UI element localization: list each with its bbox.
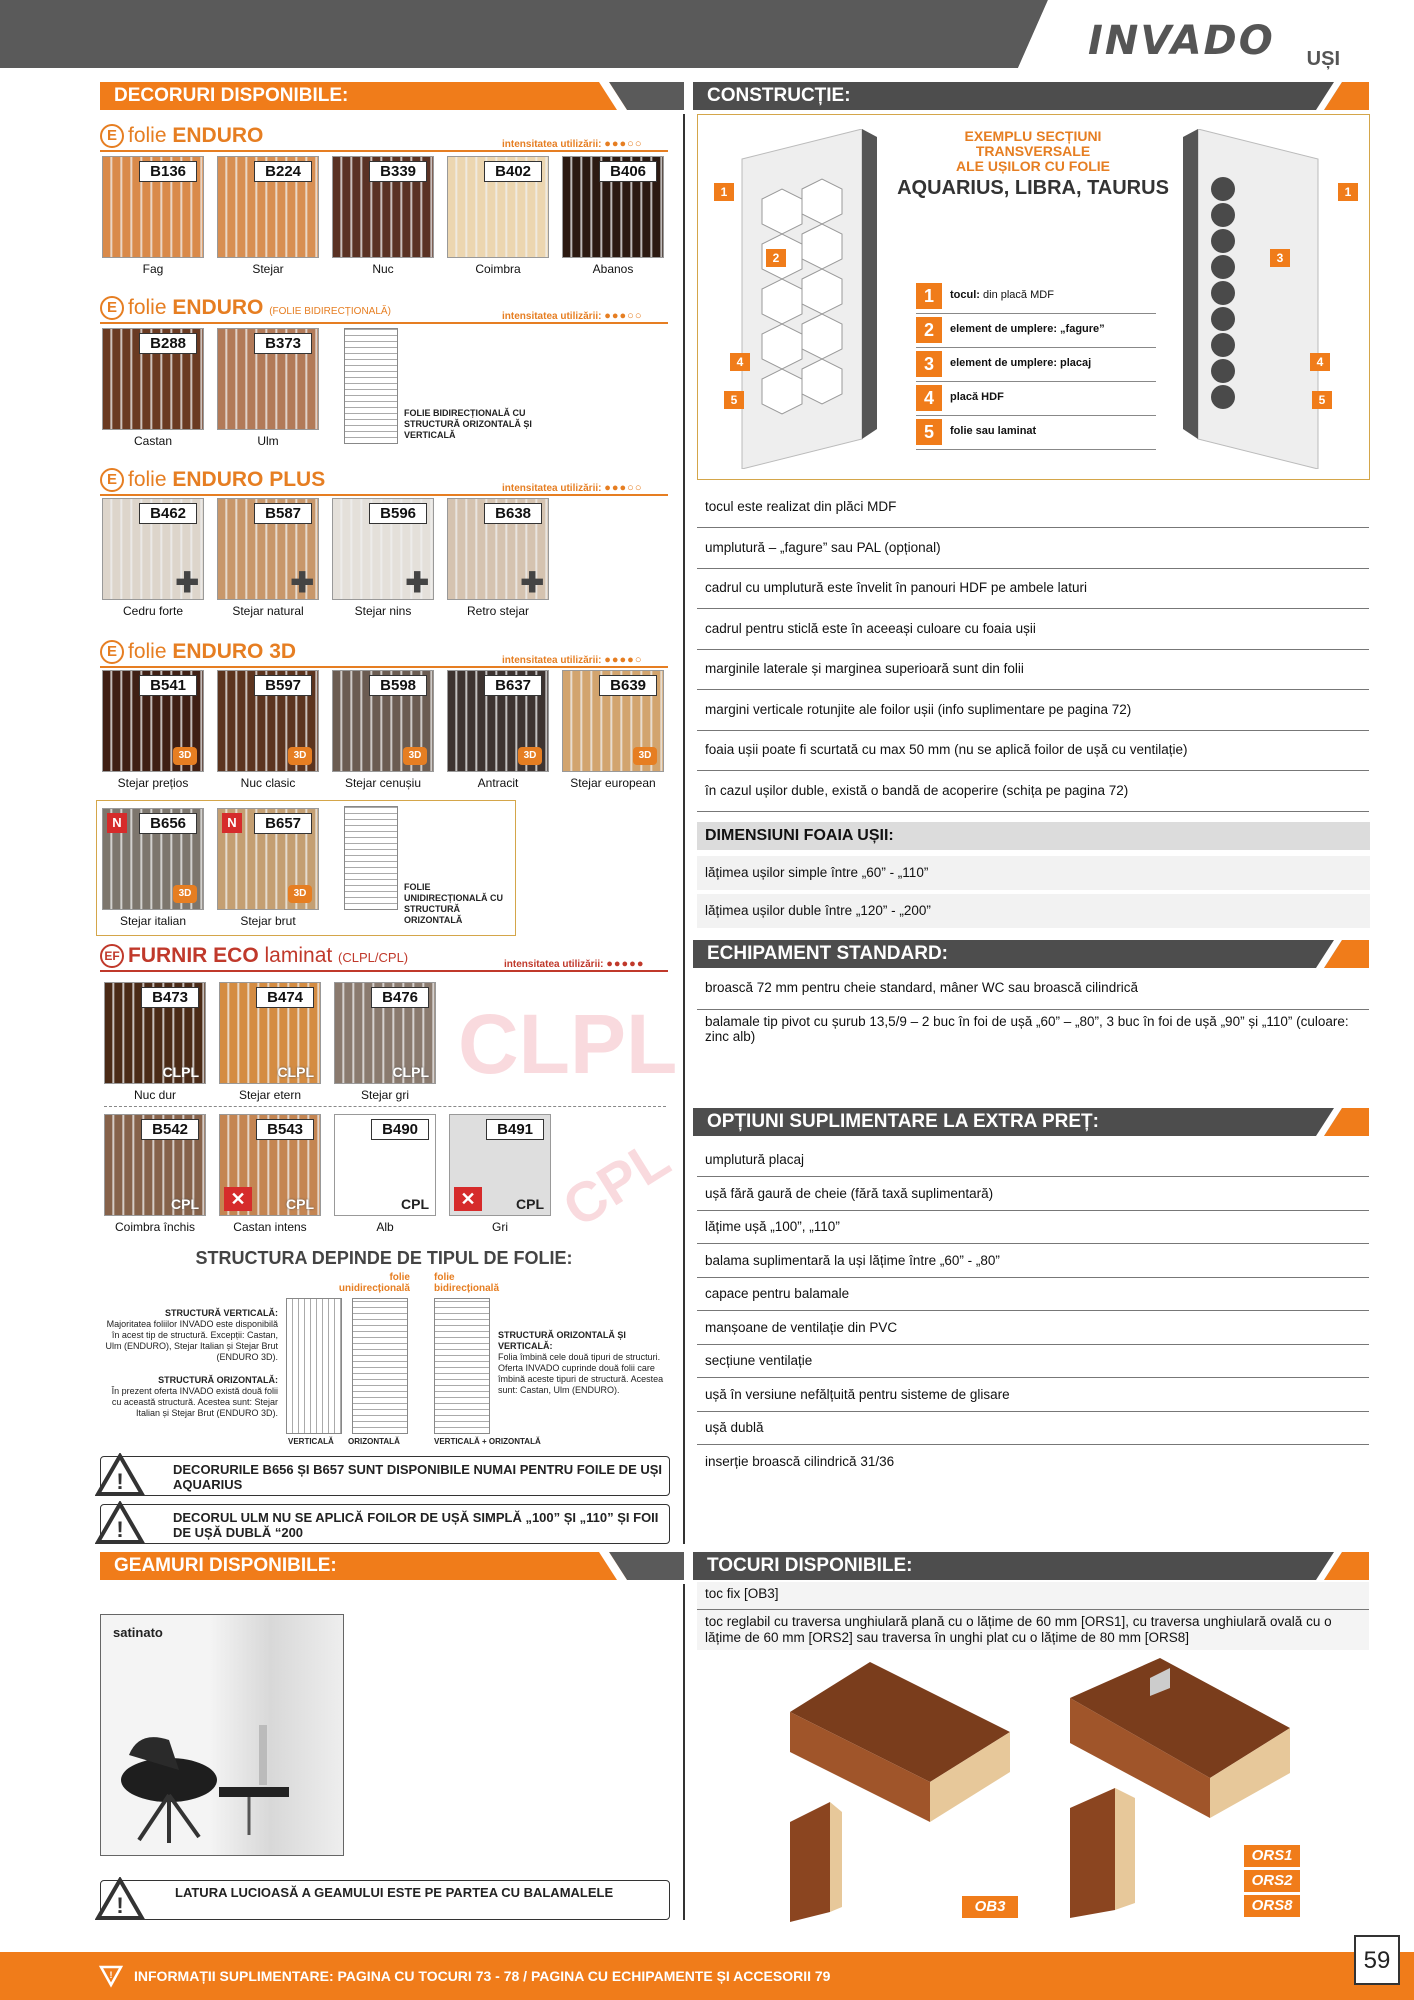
decor-swatch[interactable]	[104, 982, 206, 1084]
decor-swatch[interactable]	[102, 328, 204, 430]
decor-swatch[interactable]	[102, 156, 204, 258]
decor-swatch[interactable]	[562, 156, 664, 258]
warning-ulm: ! DECORUL ULM NU SE APLICĂ FOILOR DE UȘĂ SIMPLĂ „100” ȘI „110” ȘI FOII DE UȘĂ DUBLĂ “200	[100, 1504, 670, 1544]
marker-2: 2	[766, 249, 786, 267]
3d-icon: 3D	[288, 747, 312, 765]
legend-text	[950, 391, 1004, 403]
section-optiuni: OPȚIUNI SUPLIMENTARE LA EXTRA PREȚ:	[693, 1108, 1369, 1136]
optiune-row: manșoane de ventilație din PVC	[697, 1312, 1369, 1345]
legend-text	[950, 425, 1036, 437]
3d-icon: 3D	[518, 747, 542, 765]
decor-swatch[interactable]	[447, 156, 549, 258]
legend-underline	[916, 415, 1156, 416]
foil-enduro-plus-title: E folie ENDURO PLUS	[100, 468, 325, 492]
decor-label: Castan intens	[233, 1220, 307, 1234]
legend-number: 3	[916, 351, 942, 377]
optiune-row: ușă în versiune nefălțuită pentru sisteme de glisare	[697, 1379, 1369, 1412]
legend-number: 4	[916, 385, 942, 411]
decor-swatch[interactable]	[447, 670, 549, 772]
decor-label: Stejar cenușiu	[344, 776, 422, 790]
laminate-tag: CLPL	[277, 1064, 314, 1080]
decor-label: Nuc	[372, 262, 394, 276]
section-constructie: CONSTRUCȚIE:	[693, 82, 1369, 110]
decor-code: B476	[371, 987, 429, 1008]
decor-code: B637	[484, 675, 542, 696]
decor-swatch[interactable]	[562, 670, 664, 772]
foil-enduro-bi-title: E folie ENDURO (FOLIE BIDIRECȚIONALĂ)	[100, 296, 391, 320]
construction-row: marginile laterale și marginea superioară sunt din folii	[697, 650, 1369, 690]
col-bidirectional: folie bidirecțională	[434, 1272, 500, 1294]
footer-bar	[0, 1952, 1414, 2000]
optiune-row: ușă dublă	[697, 1412, 1369, 1445]
dimensiuni-row: lățimea ușilor simple între „60” - „110”	[697, 856, 1370, 890]
decor-label: Stejar etern	[238, 1088, 302, 1102]
plus-icon: ✚	[405, 567, 429, 598]
cross-icon: ✕	[454, 1187, 482, 1211]
svg-text:!: !	[109, 1970, 113, 1980]
laminate-tag: CLPL	[162, 1064, 199, 1080]
decor-label: Stejar nins	[354, 604, 412, 618]
laminate-tag: CPL	[516, 1196, 544, 1212]
decor-code: B596	[369, 503, 427, 524]
decor-swatch[interactable]	[102, 670, 204, 772]
decor-label: Stejar	[252, 262, 284, 276]
decor-swatch[interactable]	[332, 156, 434, 258]
decor-swatch[interactable]	[217, 670, 319, 772]
decor-code: B224	[254, 161, 312, 182]
3d-icon: 3D	[403, 747, 427, 765]
decor-code: B541	[139, 675, 197, 696]
label-ors8: ORS8	[1244, 1895, 1300, 1917]
decor-code: B373	[254, 333, 312, 354]
label-horizontal: ORIZONTALĂ	[348, 1437, 400, 1446]
decor-code: B543	[256, 1119, 314, 1140]
decor-swatch[interactable]	[102, 808, 204, 910]
legend-underline	[916, 313, 1156, 314]
legend-underline	[916, 347, 1156, 348]
svg-text:!: !	[116, 1893, 124, 1918]
label-ob3: OB3	[962, 1896, 1018, 1918]
construction-row: tocul este realizat din plăci MDF	[697, 488, 1369, 528]
decor-label: Stejar prețios	[117, 776, 189, 790]
laminate-tag: CPL	[286, 1196, 314, 1212]
decor-code: B288	[139, 333, 197, 354]
new-badge: N	[222, 813, 242, 833]
decor-swatch[interactable]	[334, 1114, 436, 1216]
foil-underline	[100, 970, 668, 972]
lounge-chair-illustration	[109, 1725, 329, 1845]
decor-swatch[interactable]	[217, 808, 319, 910]
bidirectional-structure-sample	[344, 328, 398, 444]
decor-swatch[interactable]	[219, 982, 321, 1084]
decor-swatch[interactable]	[332, 498, 434, 600]
decor-swatch[interactable]	[102, 498, 204, 600]
decor-swatch[interactable]	[219, 1114, 321, 1216]
decor-swatch[interactable]	[217, 328, 319, 430]
foil-furnir-title: EF FURNIR ECO laminat (CLPL/CPL)	[100, 944, 408, 968]
decor-label: Stejar european	[570, 776, 656, 790]
tubular-section-illustration	[1178, 129, 1358, 469]
legend-rest: din placă MDF	[979, 289, 1054, 301]
plus-icon: ✚	[520, 567, 544, 598]
decor-code: B597	[254, 675, 312, 696]
dashed-divider	[104, 1106, 666, 1107]
construction-row: în cazul ușilor duble, există o bandă de acoperire (schița pe pagina 72)	[697, 772, 1369, 812]
intensity-furnir: intensitatea utilizării: ●●●●●	[504, 958, 645, 970]
legend-underline	[916, 449, 1156, 450]
legend-number: 5	[916, 419, 942, 445]
decor-label: Stejar natural	[232, 604, 304, 618]
decor-swatch[interactable]	[449, 1114, 551, 1216]
decor-code: B542	[141, 1119, 199, 1140]
warning-glass: ! LATURA LUCIOASĂ A GEAMULUI ESTE PE PARTEA CU BALAMALELE	[100, 1880, 670, 1920]
construction-diagram	[697, 114, 1370, 480]
label-vertical-horizontal: VERTICALĂ + ORIZONTALĂ	[434, 1437, 541, 1446]
warning-aquarius: ! DECORURILE B656 ȘI B657 SUNT DISPONIBILE NUMAI PENTRU FOILE DE UȘI AQUARIUS	[100, 1456, 670, 1496]
column-divider	[683, 1584, 685, 1920]
decor-label: Castan	[133, 434, 173, 448]
unidirectional-structure-sample	[344, 806, 398, 910]
legend-text	[950, 357, 1091, 369]
echipament-row: balamale tip pivot cu șurub 13,5/9 – 2 buc în foi de ușă „60” – „80”, 3 buc în foi de ușă „90” și „110” (culoare: zinc alb)	[705, 1014, 1349, 1044]
decor-code: B656	[139, 813, 197, 834]
legend-bold: placă HDF	[950, 391, 1004, 403]
marker-3: 3	[1270, 249, 1290, 267]
legend-underline	[916, 381, 1156, 382]
3d-icon: 3D	[173, 885, 197, 903]
satinato-label: satinato	[113, 1625, 163, 1640]
tocuri-row-fix: toc fix [OB3]	[697, 1582, 1369, 1610]
legend-bold: folie sau laminat	[950, 425, 1037, 437]
intensity-enduro-plus: intensitatea utilizării: ●●●○○	[502, 482, 643, 494]
label-ors1: ORS1	[1244, 1845, 1300, 1867]
decor-code: B402	[484, 161, 542, 182]
intensity-enduro-3d: intensitatea utilizării: ●●●●○	[502, 654, 643, 666]
decor-label: Coimbra închis	[114, 1220, 196, 1234]
warning-icon	[95, 1501, 145, 1545]
plus-icon: ✚	[290, 567, 314, 598]
decor-label: Nuc dur	[133, 1088, 177, 1102]
foil-underline	[100, 322, 668, 324]
decor-swatch[interactable]	[447, 498, 549, 600]
clpl-watermark: CLPL	[458, 997, 678, 1091]
marker-4-left: 4	[730, 353, 750, 371]
optiune-row: lățime ușă „100”, „110”	[697, 1211, 1369, 1244]
construction-row: foaia ușii poate fi scurtată cu max 50 mm (nu se aplică foilor de ușă cu ventilație)	[697, 731, 1369, 771]
decor-swatch[interactable]	[217, 498, 319, 600]
decor-code: B657	[254, 813, 312, 834]
decor-label: Alb	[376, 1220, 394, 1234]
marker-5-right: 5	[1312, 391, 1332, 409]
laminate-tag: CPL	[401, 1196, 429, 1212]
marker-4-right: 4	[1310, 353, 1330, 371]
decor-swatch[interactable]	[217, 156, 319, 258]
decor-swatch[interactable]	[104, 1114, 206, 1216]
invado-logo: INVADO UȘI	[1088, 18, 1340, 70]
decor-code: B136	[139, 161, 197, 182]
intensity-enduro-bi: intensitatea utilizării: ●●●○○	[502, 310, 643, 322]
3d-icon: 3D	[288, 885, 312, 903]
echipament-row: broască 72 mm pentru cheie standard, mâner WC sau broască cilindrică	[697, 976, 1369, 1010]
marker-5-left: 5	[724, 391, 744, 409]
decor-label: Stejar gri	[360, 1088, 410, 1102]
decor-code: B474	[256, 987, 314, 1008]
optiune-row: capace pentru balamale	[697, 1278, 1369, 1311]
decor-label: Cedru forte	[122, 604, 184, 618]
marker-1-left: 1	[714, 183, 734, 201]
decor-label: Nuc clasic	[240, 776, 296, 790]
decor-label: Stejar brut	[240, 914, 296, 928]
warning-icon	[95, 1877, 145, 1921]
structura-right-text: STRUCTURĂ ORIZONTALĂ ȘI VERTICALĂ: Folia îmbină cele două tipuri de structuri. Oferta INVADO cuprinde două folii care îmbină aceste tipuri de structură. Acestea sunt: Castan, Ulm (ENDURO).	[498, 1330, 664, 1395]
legend-number: 1	[916, 283, 942, 309]
decor-label: Abanos	[592, 262, 634, 276]
section-decoruri: DECORURI DISPONIBILE:	[100, 82, 684, 110]
col-unidirectional: folie unidirecțională	[338, 1272, 410, 1294]
foil-underline	[100, 666, 668, 668]
decor-code: B598	[369, 675, 427, 696]
dimensiuni-heading: DIMENSIUNI FOAIA UȘII:	[697, 822, 1370, 850]
3d-icon: 3D	[633, 747, 657, 765]
decor-label: Gri	[492, 1220, 508, 1234]
warning-icon	[95, 1453, 145, 1497]
combined-structure-sample	[434, 1298, 490, 1434]
legend-text	[950, 289, 1054, 301]
decor-label: Coimbra	[475, 262, 521, 276]
construction-row: cadrul pentru sticlă este în aceeași culoare cu foaia ușii	[697, 610, 1369, 650]
optiune-row: balama suplimentară la uși lățime între „60” - „80”	[697, 1245, 1369, 1278]
info-icon	[98, 1964, 124, 1988]
label-vertical: VERTICALĂ	[288, 1437, 334, 1446]
legend-bold: element de umplere: placaj	[950, 357, 1092, 369]
construction-row: margini verticale rotunjite ale foilor ușii (info suplimentare pe pagina 72)	[697, 691, 1369, 731]
unidirectional-note: FOLIE UNIDIRECȚIONALĂ CU STRUCTURĂ ORIZONTALĂ	[404, 882, 503, 925]
decor-label: Fag	[142, 262, 164, 276]
intensity-enduro: intensitatea utilizării: ●●●○○	[502, 138, 643, 150]
decor-code: B491	[486, 1119, 544, 1140]
horizontal-structure-sample	[352, 1298, 408, 1434]
decor-code: B339	[369, 161, 427, 182]
decor-code: B473	[141, 987, 199, 1008]
decor-label: Antracit	[477, 776, 519, 790]
decor-code: B639	[599, 675, 657, 696]
construction-row: cadrul cu umplutură este învelit în panouri HDF pe ambele laturi	[697, 569, 1369, 609]
dimensiuni-row: lățimea ușilor duble între „120” - „200”	[697, 894, 1370, 928]
svg-text:!: !	[116, 1469, 124, 1494]
section-tocuri: TOCURI DISPONIBILE:	[693, 1552, 1369, 1580]
optiune-row: umplutură placaj	[697, 1144, 1369, 1177]
decor-label: Stejar italian	[119, 914, 187, 928]
decor-label: Ulm	[257, 434, 279, 448]
foil-underline	[100, 150, 668, 152]
cross-icon: ✕	[224, 1187, 252, 1211]
foil-enduro-title: E folie ENDURO	[100, 124, 263, 148]
laminate-tag: CLPL	[392, 1064, 429, 1080]
decor-swatch[interactable]	[334, 982, 436, 1084]
marker-1-right: 1	[1338, 183, 1358, 201]
frame-ob3-illustration	[780, 1652, 1020, 1922]
laminate-tag: CPL	[171, 1196, 199, 1212]
section-geamuri: GEAMURI DISPONIBILE:	[100, 1552, 684, 1580]
decor-label: Retro stejar	[466, 604, 530, 618]
decor-code: B638	[484, 503, 542, 524]
footer-text: INFORMAȚII SUPLIMENTARE: PAGINA CU TOCURI 73 - 78 / PAGINA CU ECHIPAMENTE ȘI ACCESORII 79	[134, 1968, 831, 1984]
decor-code: B406	[599, 161, 657, 182]
svg-text:!: !	[116, 1517, 124, 1542]
optiune-row: inserție broască cilindrică 31/36	[705, 1453, 895, 1469]
foil-underline	[100, 494, 668, 496]
legend-bold: element de umplere: „fagure”	[950, 323, 1105, 335]
foil-enduro-3d-title: E folie ENDURO 3D	[100, 640, 296, 664]
section-echipament: ECHIPAMENT STANDARD:	[693, 940, 1369, 968]
tocuri-row-reglabil: toc reglabil cu traversa unghiulară plană cu o lățime de 60 mm [ORS1], cu traversa unghiulară ovală cu o lățime de 60 mm [ORS2] sau traversa în unghi plat cu o lățime de 80 mm [ORS8]	[697, 1610, 1369, 1650]
satinato-glass-sample	[100, 1614, 344, 1856]
new-badge: N	[107, 813, 127, 833]
decor-code: B462	[139, 503, 197, 524]
decor-code: B490	[371, 1119, 429, 1140]
decor-swatch[interactable]	[332, 670, 434, 772]
honeycomb-section-illustration	[712, 129, 882, 469]
plus-icon: ✚	[175, 567, 199, 598]
legend-number: 2	[916, 317, 942, 343]
construction-heading: EXEMPLU SECȚIUNI TRANSVERSALE ALE UȘILOR CU FOLIE	[956, 128, 1110, 174]
bidirectional-note: FOLIE BIDIRECȚIONALĂ CU STRUCTURĂ ORIZONTALĂ ȘI VERTICALĂ	[404, 408, 532, 440]
label-ors2: ORS2	[1244, 1870, 1300, 1892]
construction-row: umplutură – „fagure” sau PAL (opțional)	[697, 529, 1369, 569]
cpl-watermark: CPL	[551, 1126, 681, 1239]
vertical-structure-sample	[286, 1298, 342, 1434]
optiune-row: secțiune ventilație	[697, 1345, 1369, 1378]
column-divider	[683, 114, 685, 1544]
3d-icon: 3D	[173, 747, 197, 765]
legend-text	[950, 323, 1105, 335]
legend-bold: tocul:	[950, 289, 980, 301]
decor-code: B587	[254, 503, 312, 524]
page-number: 59	[1354, 1935, 1400, 1985]
construction-models: AQUARIUS, LIBRA, TAURUS	[897, 177, 1169, 199]
optiune-row: ușă fără gaură de cheie (fără taxă suplimentară)	[697, 1178, 1369, 1211]
structura-title: STRUCTURA DEPINDE DE TIPUL DE FOLIE:	[195, 1248, 573, 1268]
structura-left-text: STRUCTURĂ VERTICALĂ: Majoritatea foliilor INVADO este disponibilă în acest tip de structură. Excepții: Castan, Ulm (ENDURO), Stejar Italian și Stejar Brut (ENDURO 3D). STRUCTURĂ ORIZONTALĂ: În prezent oferta INVADO există două folii cu această structură. Acestea sunt: Stejar Italian și Stejar Brut (ENDURO 3D).	[105, 1308, 278, 1418]
